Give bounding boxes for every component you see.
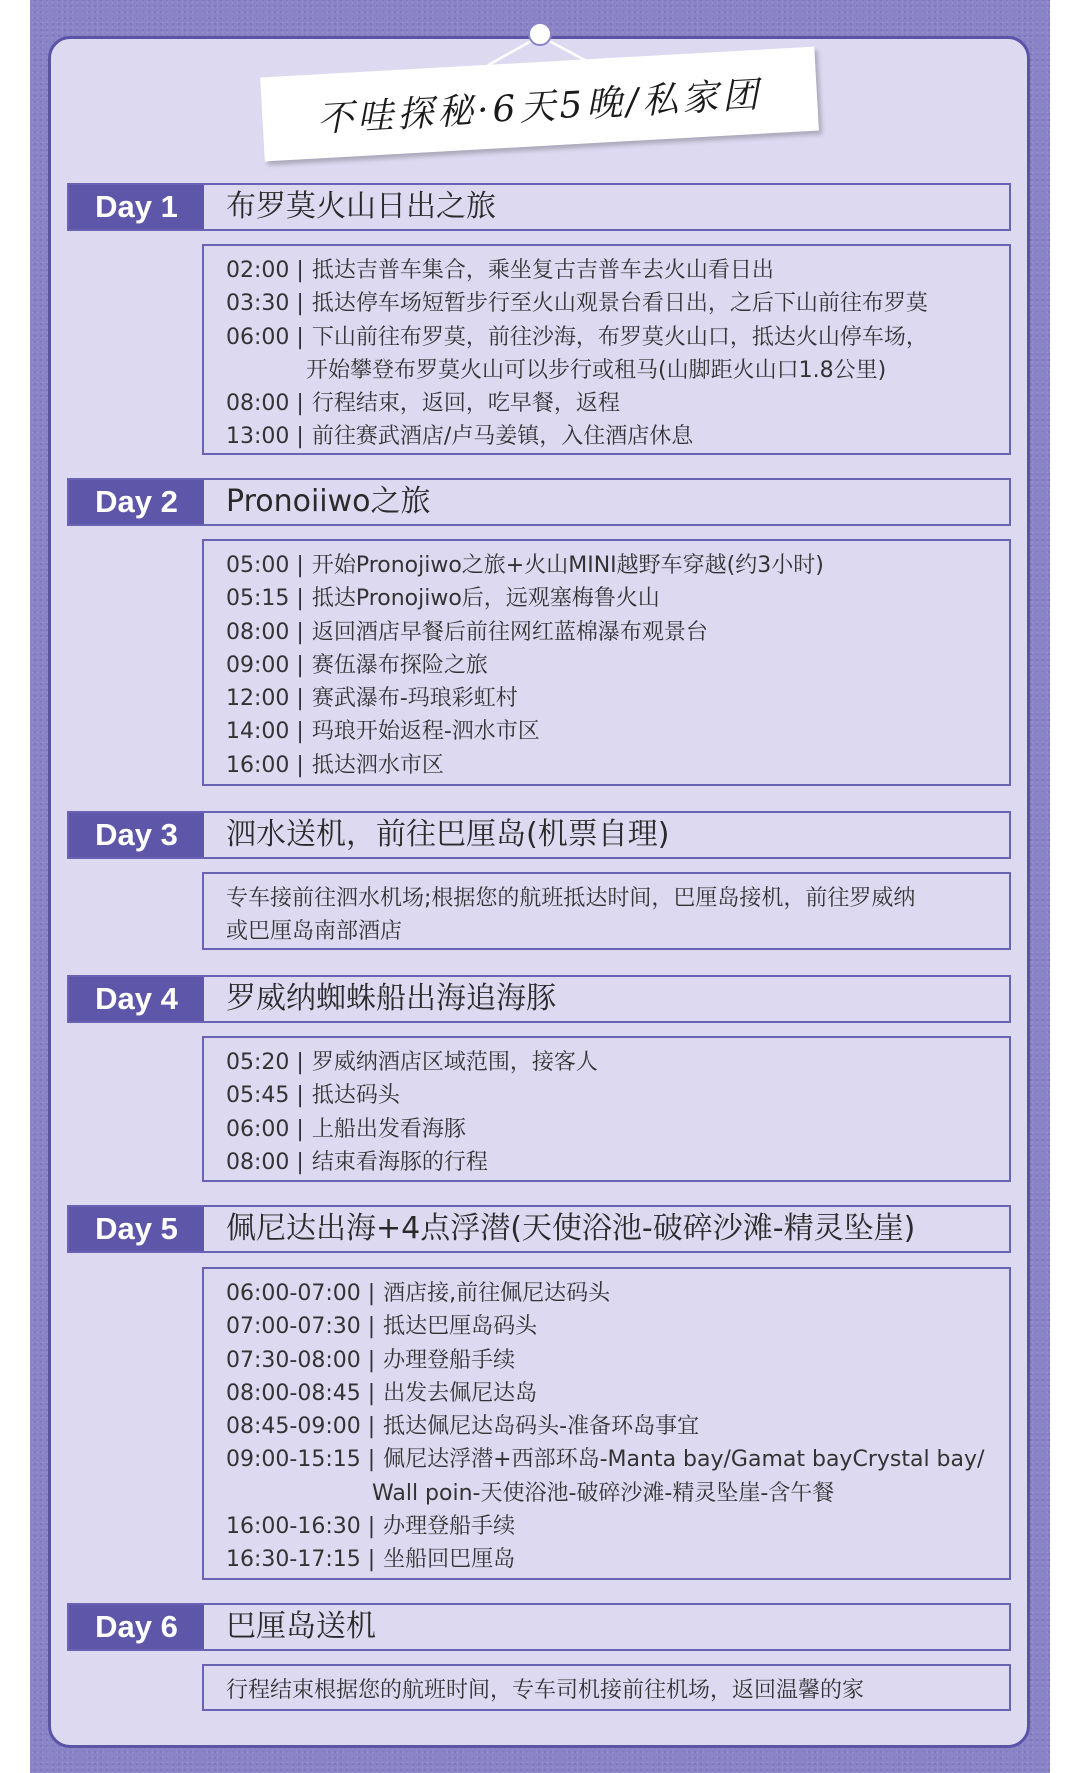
day-badge: Day 6 xyxy=(69,1605,204,1649)
schedule-row: 06:00 | 上船出发看海豚 xyxy=(226,1116,466,1142)
day-schedule xyxy=(202,539,1011,786)
schedule-paragraph: 专车接前往泗水机场;根据您的航班抵达时间，巴厘岛接机，前往罗威纳 xyxy=(226,886,916,911)
schedule-row: 06:00 | 下山前往布罗莫，前往沙海，布罗莫火山口，抵达火山停车场， xyxy=(226,324,928,350)
day-badge: Day 1 xyxy=(69,185,204,229)
schedule-row: 06:00-07:00 | 酒店接,前往佩尼达码头 xyxy=(226,1281,611,1306)
day-title: 罗威纳蜘蛛船出海追海豚 xyxy=(226,981,556,1016)
day-badge: Day 2 xyxy=(69,480,204,524)
page-title: 不哇探秘·6天5晚/私家团 xyxy=(316,74,764,140)
schedule-row: 08:00 | 行程结束，返回，吃早餐，返程 xyxy=(226,391,620,417)
day-schedule xyxy=(202,1664,1011,1711)
schedule-row-continuation: Wall poin-天使浴池-破碎沙滩-精灵坠崖-含午餐 xyxy=(372,1480,835,1506)
pin-icon xyxy=(529,23,551,45)
schedule-row: 13:00 | 前往赛武酒店/卢马姜镇，入住酒店休息 xyxy=(226,424,694,450)
day-title: 布罗莫火山日出之旅 xyxy=(226,189,496,224)
schedule-row: 08:45-09:00 | 抵达佩尼达岛码头-准备环岛事宜 xyxy=(226,1414,700,1440)
day-title: 泗水送机，前往巴厘岛(机票自理) xyxy=(226,817,670,852)
schedule-row: 08:00 | 结束看海豚的行程 xyxy=(226,1149,488,1175)
schedule-paragraph: 行程结束根据您的航班时间，专车司机接前往机场，返回温馨的家 xyxy=(226,1678,865,1703)
day-schedule xyxy=(202,1267,1011,1580)
schedule-row: 03:30 | 抵达停车场短暂步行至火山观景台看日出，之后下山前往布罗莫 xyxy=(226,291,928,317)
day-header xyxy=(67,811,1011,859)
schedule-row: 07:30-08:00 | 办理登船手续 xyxy=(226,1347,516,1373)
day-header xyxy=(67,1603,1011,1651)
day-title: 佩尼达出海+4点浮潜(天使浴池-破碎沙滩-精灵坠崖) xyxy=(226,1211,916,1246)
schedule-row: 09:00 | 赛伍瀑布探险之旅 xyxy=(226,652,488,678)
day-header xyxy=(67,183,1011,231)
day-header xyxy=(67,478,1011,526)
day-title: 巴厘岛送机 xyxy=(226,1609,376,1644)
schedule-row: 02:00 | 抵达吉普车集合，乘坐复古吉普车去火山看日出 xyxy=(226,258,774,283)
day-badge: Day 5 xyxy=(69,1207,204,1251)
schedule-row: 08:00 | 返回酒店早餐后前往网红蓝棉瀑布观景台 xyxy=(226,619,708,645)
day-badge: Day 4 xyxy=(69,977,204,1021)
schedule-row: 05:20 | 罗威纳酒店区域范围，接客人 xyxy=(226,1050,598,1075)
day-schedule xyxy=(202,244,1011,455)
schedule-row: 07:00-07:30 | 抵达巴厘岛码头 xyxy=(226,1314,538,1340)
day-header xyxy=(67,975,1011,1023)
schedule-row: 14:00 | 玛琅开始返程-泗水市区 xyxy=(226,719,540,745)
schedule-row: 05:00 | 开始Pronojiwo之旅+火山MINI越野车穿越(约3小时) xyxy=(226,553,824,578)
day-schedule xyxy=(202,872,1011,950)
schedule-row: 05:15 | 抵达Pronojiwo后，远观塞梅鲁火山 xyxy=(226,586,660,612)
schedule-row: 09:00-15:15 | 佩尼达浮潜+西部环岛-Manta bay/Gamat bayCrystal bay/ xyxy=(226,1447,985,1473)
schedule-row: 16:00 | 抵达泗水市区 xyxy=(226,752,444,778)
schedule-row: 16:30-17:15 | 坐船回巴厘岛 xyxy=(226,1547,516,1573)
left-margin xyxy=(0,0,30,1773)
schedule-row: 05:45 | 抵达码头 xyxy=(226,1083,400,1109)
right-margin xyxy=(1050,0,1080,1773)
schedule-paragraph: 或巴厘岛南部酒店 xyxy=(226,919,403,945)
schedule-row-continuation: 开始攀登布罗莫火山可以步行或租马(山脚距火山口1.8公里) xyxy=(306,357,887,383)
day-header xyxy=(67,1205,1011,1253)
schedule-row: 08:00-08:45 | 出发去佩尼达岛 xyxy=(226,1380,538,1406)
day-badge: Day 3 xyxy=(69,813,204,857)
schedule-row: 16:00-16:30 | 办理登船手续 xyxy=(226,1514,516,1540)
day-schedule xyxy=(202,1036,1011,1182)
schedule-row: 12:00 | 赛武瀑布-玛琅彩虹村 xyxy=(226,686,518,712)
day-title: Pronoiiwo之旅 xyxy=(226,484,431,519)
